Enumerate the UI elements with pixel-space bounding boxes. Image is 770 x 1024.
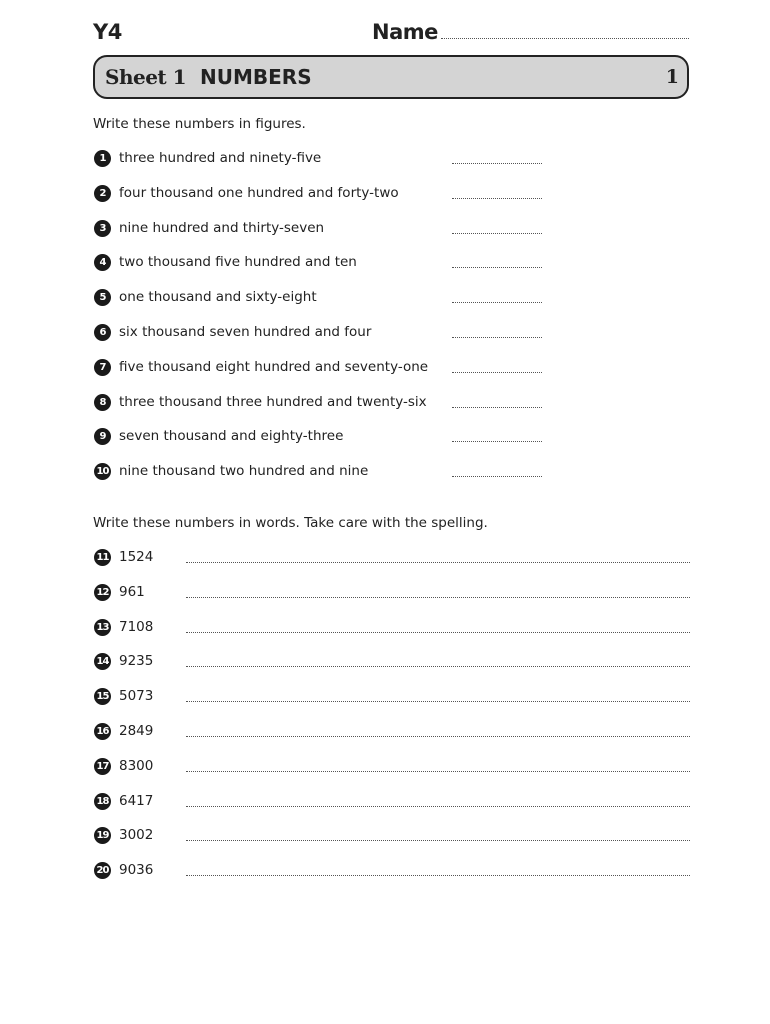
answer-field[interactable] [452,337,542,338]
answer-field[interactable] [186,771,690,772]
question-number-badge: 9 [94,428,111,445]
answer-field[interactable] [186,806,690,807]
answer-field[interactable] [186,736,690,737]
name-label: Name [372,20,438,44]
name-field[interactable] [441,38,689,39]
question-number-badge: 2 [94,185,111,202]
question-text: 8300 [119,757,154,774]
question-number-badge: 17 [94,758,111,775]
answer-field[interactable] [452,163,542,164]
question-text: nine thousand two hundred and nine [119,463,369,480]
question-text: one thousand and sixty-eight [119,289,317,306]
answer-field[interactable] [452,233,542,234]
section2-instruction: Write these numbers in words. Take care with the spelling. [93,515,488,531]
sheet-title: NUMBERS [200,65,312,89]
page-number: 1 [665,66,679,88]
question-number-badge: 12 [94,584,111,601]
question-text: 6417 [119,792,154,809]
answer-field[interactable] [452,441,542,442]
question-number-badge: 3 [94,220,111,237]
question-number-badge: 13 [94,619,111,636]
question-number-badge: 7 [94,359,111,376]
question-text: 2849 [119,723,154,739]
question-number-badge: 19 [94,827,111,844]
question-text: 9235 [119,653,154,670]
sheet-label: Sheet 1 [105,65,187,89]
answer-field[interactable] [186,840,690,841]
question-text: 5073 [119,688,154,705]
question-number-badge: 5 [94,289,111,306]
answer-field[interactable] [186,666,690,667]
question-number-badge: 15 [94,688,111,705]
question-text: 9036 [119,862,154,879]
answer-field[interactable] [452,372,542,373]
answer-field[interactable] [186,875,690,876]
question-number-badge: 16 [94,723,111,740]
answer-field[interactable] [186,632,690,633]
section1-instruction: Write these numbers in figures. [93,116,306,132]
question-number-badge: 8 [94,394,111,411]
question-text: three thousand three hundred and twenty-six [119,393,427,410]
question-number-badge: 14 [94,653,111,670]
answer-field[interactable] [452,267,542,268]
question-text: seven thousand and eighty-three [119,428,344,445]
question-text: four thousand one hundred and forty-two [119,184,399,201]
question-number-badge: 6 [94,324,111,341]
question-number-badge: 18 [94,793,111,810]
question-text: 3002 [119,827,154,844]
question-text: 7108 [119,618,154,635]
answer-field[interactable] [452,302,542,303]
year-label: Y4 [93,20,122,44]
question-number-badge: 20 [94,862,111,879]
answer-field[interactable] [186,701,690,702]
answer-field[interactable] [452,407,542,408]
question-text: three hundred and ninety-five [119,150,322,166]
answer-field[interactable] [452,198,542,199]
answer-field[interactable] [452,476,542,477]
question-text: 1524 [119,549,154,565]
question-number-badge: 10 [94,463,111,480]
question-text: nine hundred and thirty-seven [119,219,325,236]
question-number-badge: 11 [94,549,111,566]
question-text: 961 [119,583,145,600]
sheet-banner [93,55,689,99]
question-number-badge: 4 [94,254,111,271]
answer-field[interactable] [186,597,690,598]
question-number-badge: 1 [94,150,111,167]
question-text: six thousand seven hundred and four [119,324,372,340]
question-text: two thousand five hundred and ten [119,254,357,271]
answer-field[interactable] [186,562,690,563]
question-text: five thousand eight hundred and seventy-one [119,358,429,375]
